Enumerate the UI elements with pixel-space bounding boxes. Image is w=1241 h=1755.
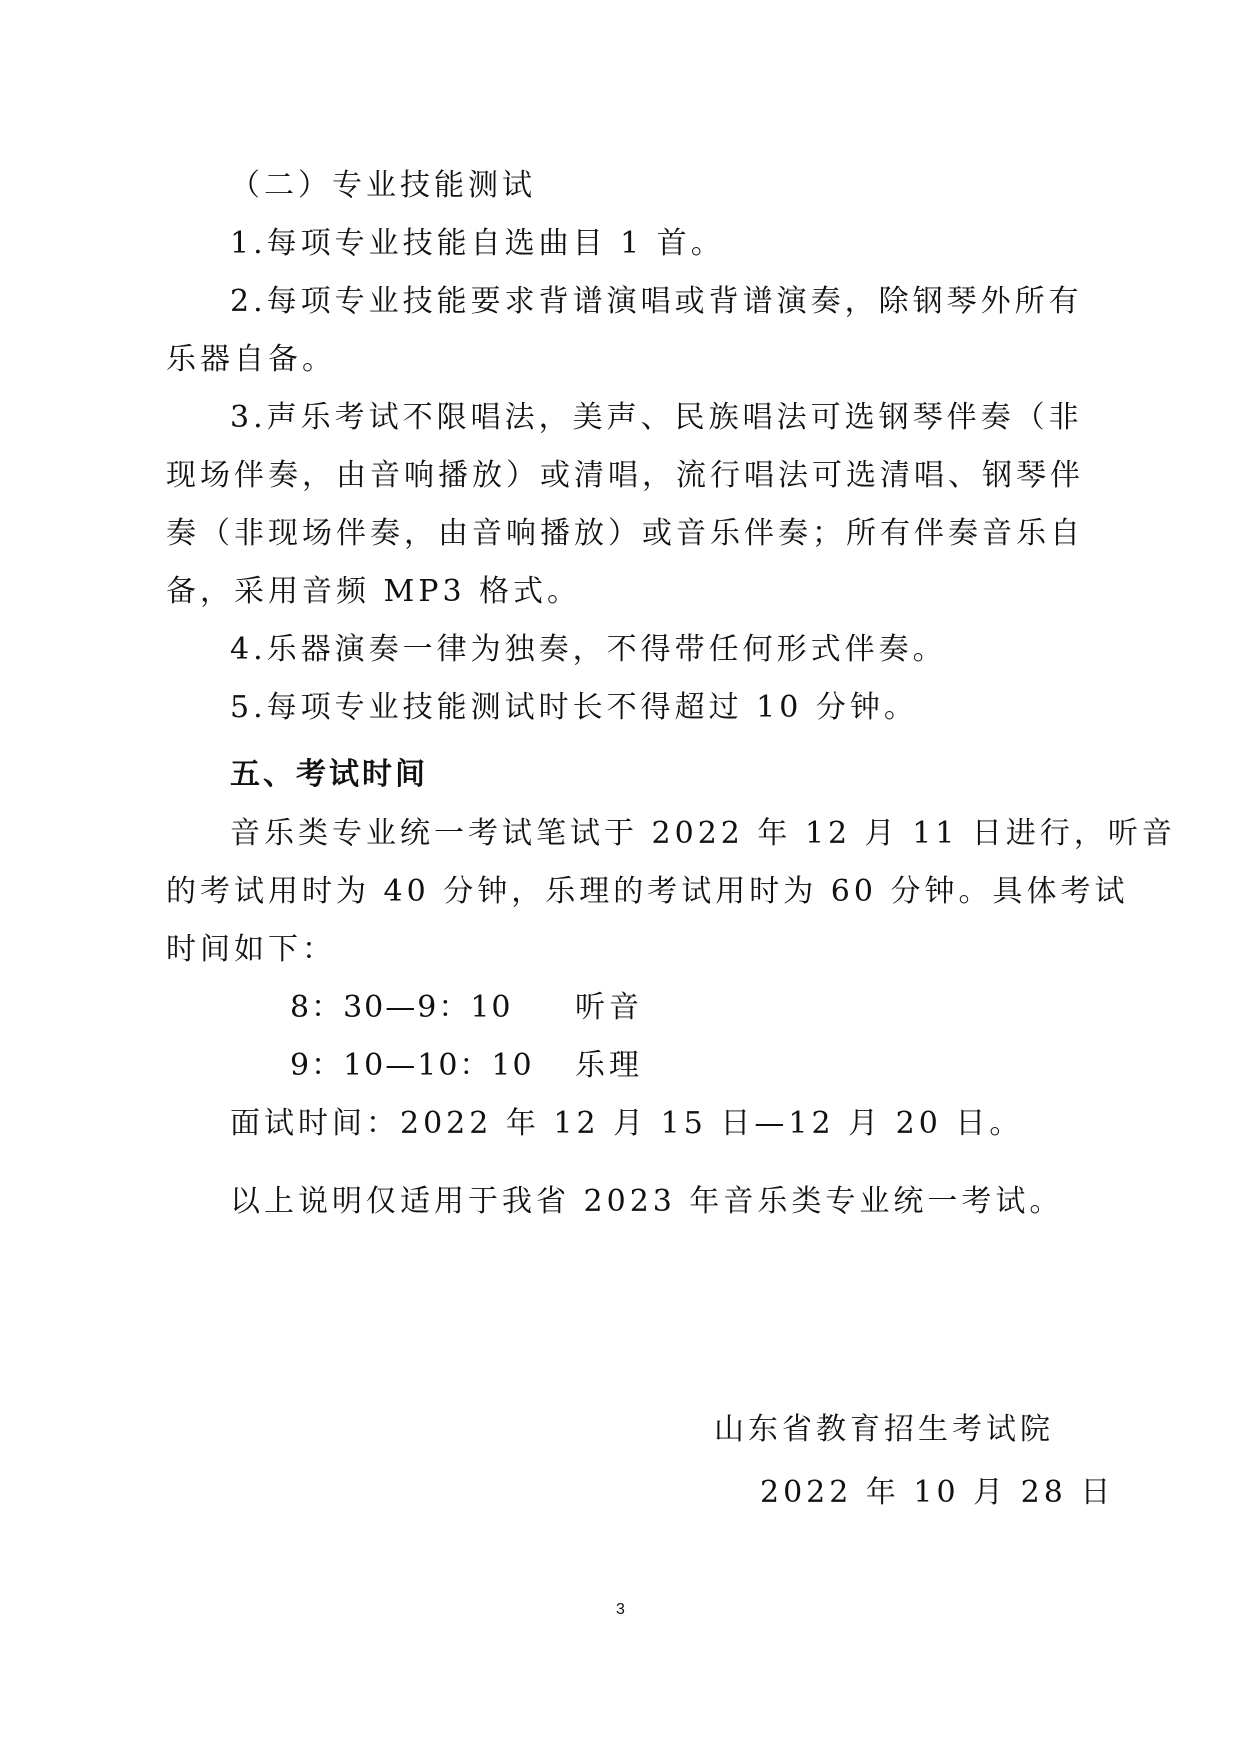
exam-time-para-line-3: 时间如下：: [166, 932, 336, 967]
schedule-time-2: 9：10—10：10: [290, 1048, 534, 1083]
item-2-line-2: 乐器自备。: [166, 342, 336, 377]
item-5: 5.每项专业技能测试时长不得超过 10 分钟。: [230, 690, 918, 725]
schedule-item-1: 听音: [575, 990, 643, 1025]
item-1: 1.每项专业技能自选曲目 1 首。: [230, 226, 725, 261]
schedule-item-2: 乐理: [575, 1048, 643, 1083]
signature-date: 2022 年 10 月 28 日: [760, 1475, 1115, 1510]
exam-time-para-line-2: 的考试用时为 40 分钟，乐理的考试用时为 60 分钟。具体考试: [166, 874, 1129, 909]
interview-time: 面试时间：2022 年 12 月 15 日—12 月 20 日。: [230, 1106, 1024, 1141]
sub-heading: （二）专业技能测试: [230, 168, 536, 203]
applicability-note: 以上说明仅适用于我省 2023 年音乐类专业统一考试。: [230, 1184, 1064, 1219]
item-3-line-2: 现场伴奏，由音响播放）或清唱，流行唱法可选清唱、钢琴伴: [166, 458, 1084, 493]
signature-org: 山东省教育招生考试院: [714, 1412, 1054, 1447]
item-2-line-1: 2.每项专业技能要求背谱演唱或背谱演奏，除钢琴外所有: [230, 284, 1083, 319]
item-3-line-4: 备，采用音频 MP3 格式。: [166, 574, 582, 609]
item-3-line-3: 奏（非现场伴奏，由音响播放）或音乐伴奏；所有伴奏音乐自: [166, 516, 1084, 551]
exam-time-heading: 五、考试时间: [230, 757, 428, 792]
schedule-time-1: 8：30—9：10: [290, 990, 513, 1025]
page-number: 3: [616, 1601, 625, 1618]
item-3-line-1: 3.声乐考试不限唱法，美声、民族唱法可选钢琴伴奏（非: [230, 400, 1083, 435]
item-4: 4.乐器演奏一律为独奏，不得带任何形式伴奏。: [230, 632, 947, 667]
exam-time-para-line-1: 音乐类专业统一考试笔试于 2022 年 12 月 11 日进行，听音: [230, 816, 1176, 851]
